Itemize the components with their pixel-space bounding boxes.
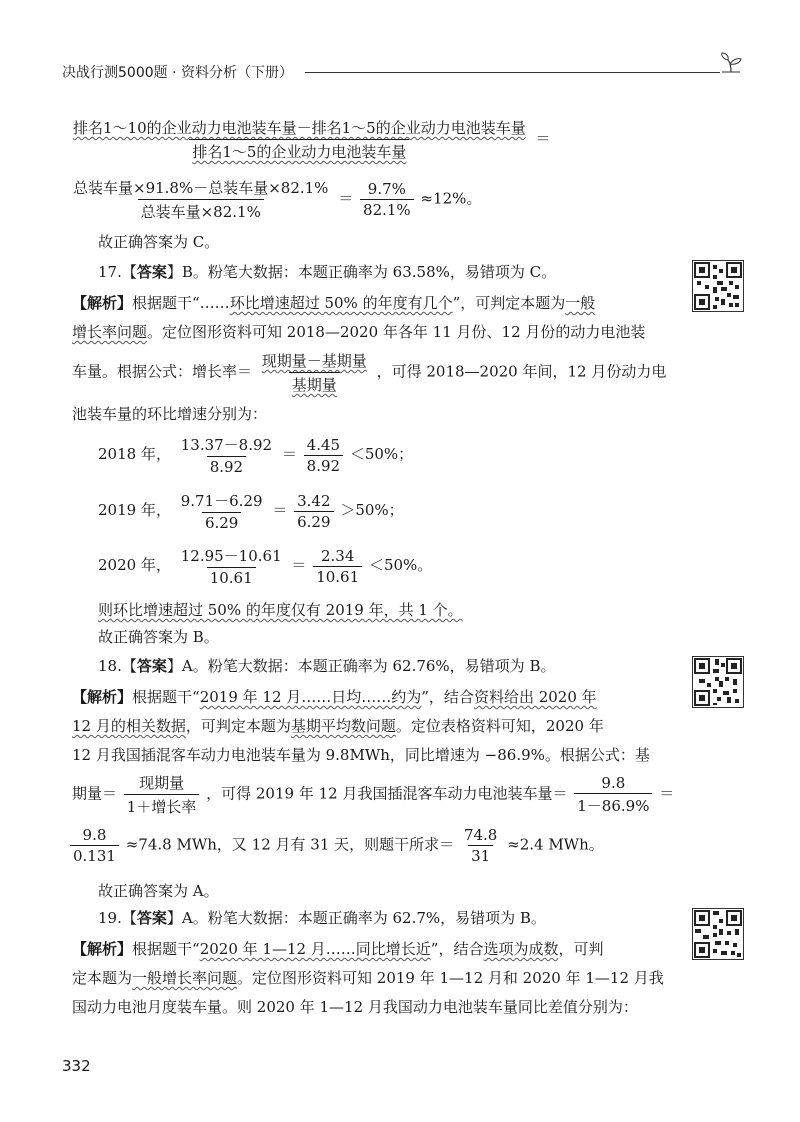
conclusion-18: 故正确答案为 A。: [98, 882, 219, 900]
page-number: 332: [62, 1057, 91, 1075]
fraction: $\frac{12.95-10.61}{10.61}$: [180, 547, 282, 587]
result-17: 则环比增速超过 50% 的年度仅有 2019 年，共 1 个。: [98, 601, 463, 619]
analysis-18-line3: 12 月我国插混客车动力电池装车量为 9.8MWh，同比增速为 −86.9%。根据公式：基: [72, 746, 650, 764]
answer-head-19: 19.【答案】A。粉笔大数据：本题正确率为 62.7%，易错项为 B。: [98, 909, 546, 927]
growth-row-2018: 2018 年， $\frac{13.37-8.92}{8.92}$ ＝ $\frac{4.45}{8.92}$ ＜50%；: [98, 435, 414, 476]
formula-top: $\frac{\text{排名1～10的企业动力电池装车量－排名1～5的企业动力电池装车量}}{\text{排名1～5的企业动力电池装车量}}$ ＝: [68, 117, 551, 162]
formula-top-line2: $\frac{\text{总装车量×91.8\%－总装车量×82.1\%}}{\text{总装车量×82.1\%}}$ ＝ $\frac{9.7\%}{82.1\%}$ ≈12%。: [68, 177, 481, 222]
analysis-18-line5: $\frac{9.8}{0.131}$ ≈74.8 MWh，又 12 月有 31 天，则题干所求＝ $\frac{74.8}{31}$ ≈2.4 MWh。: [68, 826, 604, 865]
fraction: $\frac{9.8}{1-86.9\%}$: [574, 774, 652, 816]
fraction: $\frac{2.34}{10.61}$: [313, 547, 362, 586]
fraction: $\frac{\text{总装车量×91.8\%－总装车量×82.1\%}}{\text{总装车量×82.1\%}}$: [73, 179, 329, 221]
fraction: $\frac{9.8}{0.131}$: [70, 826, 119, 865]
fraction: $\frac{\text{排名1～10的企业动力电池装车量－排名1～5的企业动力电池装车量}}{\text{排名1～5的企业动力电池装车量}}$: [73, 119, 526, 161]
analysis-19-line3: 国动力电池月度装车量。则 2020 年 1—12 月我国动力电池装车量同比差值分别为：: [72, 998, 638, 1016]
fraction: $\frac{\text{现期量}}{\text{1＋增长率}}$: [124, 772, 200, 817]
fraction: $\frac{3.42}{6.29}$: [294, 492, 333, 531]
fraction: $\frac{\text{现期量－基期量}}{\text{基期量}}$: [261, 352, 367, 394]
qr-code-icon[interactable]: [692, 260, 744, 312]
fraction: $\frac{4.45}{8.92}$: [304, 436, 343, 475]
fraction: $\frac{13.37-8.92}{8.92}$: [180, 436, 273, 476]
running-header: 决战行测5000题 · 资料分析（下册）: [62, 65, 293, 81]
analysis-17-line1: 【解析】根据题干“……环比增速超过 50% 的年度有几个”，可判定本题为一般: [72, 294, 596, 312]
fraction: $\frac{9.71-6.29}{6.29}$: [180, 492, 263, 532]
header-rule: [305, 72, 720, 73]
sprout-icon: [718, 52, 746, 82]
growth-row-2019: 2019 年， $\frac{9.71-6.29}{6.29}$ ＝ $\frac{3.42}{6.29}$ ＞50%；: [98, 491, 404, 532]
fraction: $\frac{74.8}{31}$: [463, 826, 498, 865]
conclusion-17: 故正确答案为 B。: [98, 628, 219, 646]
analysis-17-line4: 池装车量的环比增速分别为：: [72, 405, 268, 423]
analysis-18-line1: 【解析】根据题干“2019 年 12 月……日均……约为”，结合资料给出 2020 年: [72, 688, 597, 706]
qr-code-icon[interactable]: [692, 656, 744, 708]
qr-code-icon[interactable]: [692, 908, 744, 960]
analysis-18-line2: 12 月的相关数据，可判定本题为基期平均数问题。定位表格资料可知，2020 年: [72, 717, 604, 735]
fraction: $\frac{9.7\%}{82.1\%}$: [360, 180, 414, 219]
analysis-17-line3: 车量。根据公式：增长率＝ $\frac{\text{现期量－基期量}}{\text{基期量}}$ ，可得 2018—2020 年间，12 月份动力电: [72, 352, 667, 394]
answer-head-18: 18.【答案】A。粉笔大数据：本题正确率为 62.76%，易错项为 B。: [98, 657, 556, 675]
analysis-19-line2: 定本题为一般增长率问题。定位图形资料可知 2019 年 1—12 月和 2020 年 1—12 月我: [72, 969, 664, 987]
growth-row-2020: 2020 年， $\frac{12.95-10.61}{10.61}$ ＝ $\frac{2.34}{10.61}$ ＜50%。: [98, 546, 433, 587]
conclusion-16: 故正确答案为 C。: [98, 233, 220, 251]
analysis-19-line1: 【解析】根据题干“2020 年 1—12 月……同比增长近”，结合选项为成数，可判: [72, 940, 604, 958]
answer-head-17: 17.【答案】B。粉笔大数据：本题正确率为 63.58%，易错项为 C。: [98, 263, 557, 281]
analysis-18-line4: 期量＝ $\frac{\text{现期量}}{\text{1＋增长率}}$ ，可得 2019 年 12 月我国插混客车动力电池装车量＝ $\frac{9.8}{1-86.9\%}$ ＝: [72, 773, 675, 816]
analysis-17-line2: 增长率问题。定位图形资料可知 2018—2020 年各年 11 月份、12 月份的动力电池装: [72, 323, 646, 341]
